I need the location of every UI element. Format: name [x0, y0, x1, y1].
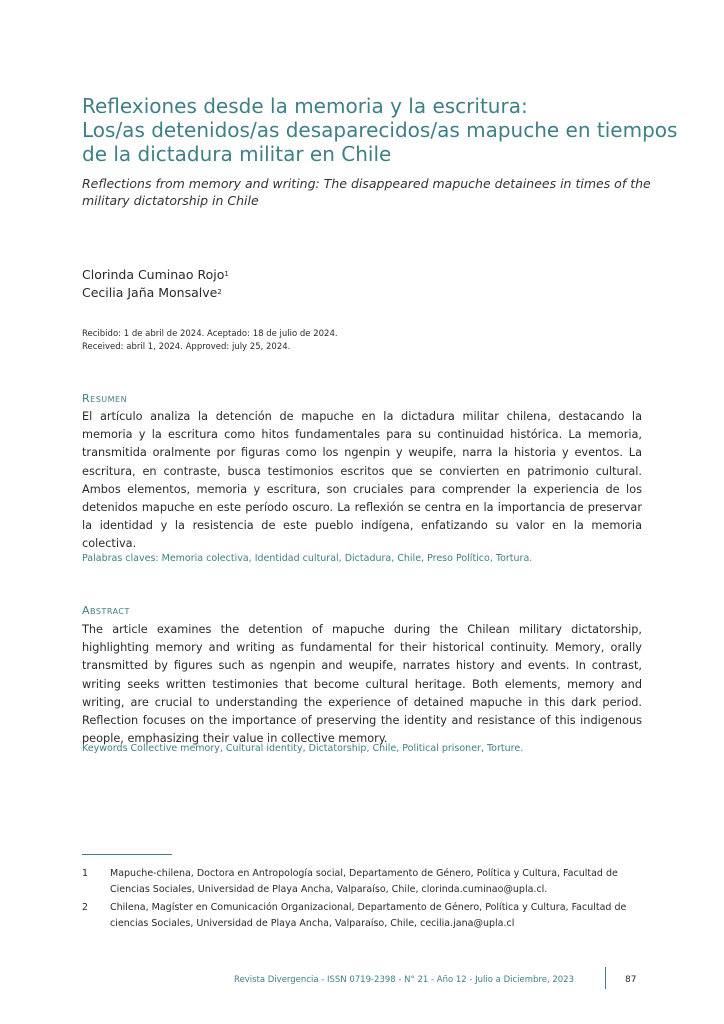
dates-english: Received: abril 1, 2024. Approved: july 25, 2024.	[82, 342, 291, 352]
footnote-number: 2	[82, 902, 89, 913]
english-title: Reflections from memory and writing: The disappeared mapuche detainees in times of the military dictatorship in Chile	[82, 176, 651, 208]
abstract-heading: Abstract	[82, 604, 130, 617]
title-line-2: Los/as detenidos/as desaparecidos/as mapuche en tiempos	[82, 118, 678, 142]
footer-divider	[605, 967, 606, 989]
author-footnote-ref[interactable]: 2	[217, 288, 222, 296]
resumen-keywords: Palabras claves: Memoria colectiva, Identidad cultural, Dictadura, Chile, Preso Político, Tortura.	[82, 553, 533, 564]
abstract-text: The article examines the detention of mapuche during the Chilean military dictatorship, highlighting memory and writing as fundamental for their historical continuity. Memory, orally transmitted by figures such as ngenpin and weupife, narrates history and events. In contrast, writing seeks written testimonies that become cultural heritage. Both elements, memory and writing, are crucial to understanding the experience of detained mapuche in this dark period. Reflection focuses on the importance of preserving the identity and resistance of this indigenous people, emphasizing their value in collective memory.	[82, 623, 642, 746]
author-name: Clorinda Cuminao Rojo	[82, 267, 225, 282]
resumen-text: El artículo analiza la detención de mapuche en la dictadura militar chilena, destacando la memoria y la escritura como hitos fundamentales para su continuidad histórica. La memoria, transmitida oralmente por figuras como los ngenpin y weupife, narra la historia y eventos. La escritura, en contraste, busca testimonios escritos que se convierten en patrimonio cultural. Ambos elementos, memoria y escritura, son cruciales para comprender la experiencia de los detenidos mapuche en este período oscuro. La reflexión se centra en la importancia de preservar la identidad y la resistencia de este pueblo indígena, enfatizando su valor en la memoria colectiva.	[82, 410, 642, 551]
article-title	[82, 94, 678, 166]
author-footnote-ref[interactable]: 1	[224, 270, 229, 278]
resumen-heading: Resumen	[82, 392, 128, 405]
author-name: Cecilia Jaña Monsalve	[82, 285, 218, 300]
footnote-text: Chilena, Magíster en Comunicación Organizacional, Departamento de Género, Política y Cultura, Facultad de ciencias Sociales, Universidad de Playa Ancha, Valparaíso, Chile, cecilia.jana@upla.cl	[110, 902, 627, 929]
footnote-number: 1	[82, 868, 89, 879]
author-2	[82, 284, 229, 302]
abstract-keywords: Keywords Collective memory, Cultural identity, Dictatorship, Chile, Political prisoner, Torture.	[82, 743, 524, 754]
footnote-divider	[82, 854, 172, 855]
title-line-1: Reflexiones desde la memoria y la escritura:	[82, 94, 528, 118]
page-number: 87	[625, 975, 637, 985]
footnote-text: Mapuche-chilena, Doctora en Antropología social, Departamento de Género, Política y Cultura, Facultad de Ciencias Sociales, Universidad de Playa Ancha, Valparaíso, Chile, clorinda.cuminao@upla.cl.	[110, 868, 618, 895]
author-1	[82, 266, 229, 284]
title-line-3: de la dictadura militar en Chile	[82, 142, 392, 166]
journal-info: Revista Divergencia - ISSN 0719-2398 - N° 21 - Año 12 - Julio a Diciembre, 2023	[233, 975, 574, 985]
author-list	[82, 266, 229, 302]
dates-spanish: Recibido: 1 de abril de 2024. Aceptado: 18 de julio de 2024.	[82, 329, 338, 339]
page-footer	[0, 971, 724, 991]
submission-dates	[82, 328, 338, 354]
